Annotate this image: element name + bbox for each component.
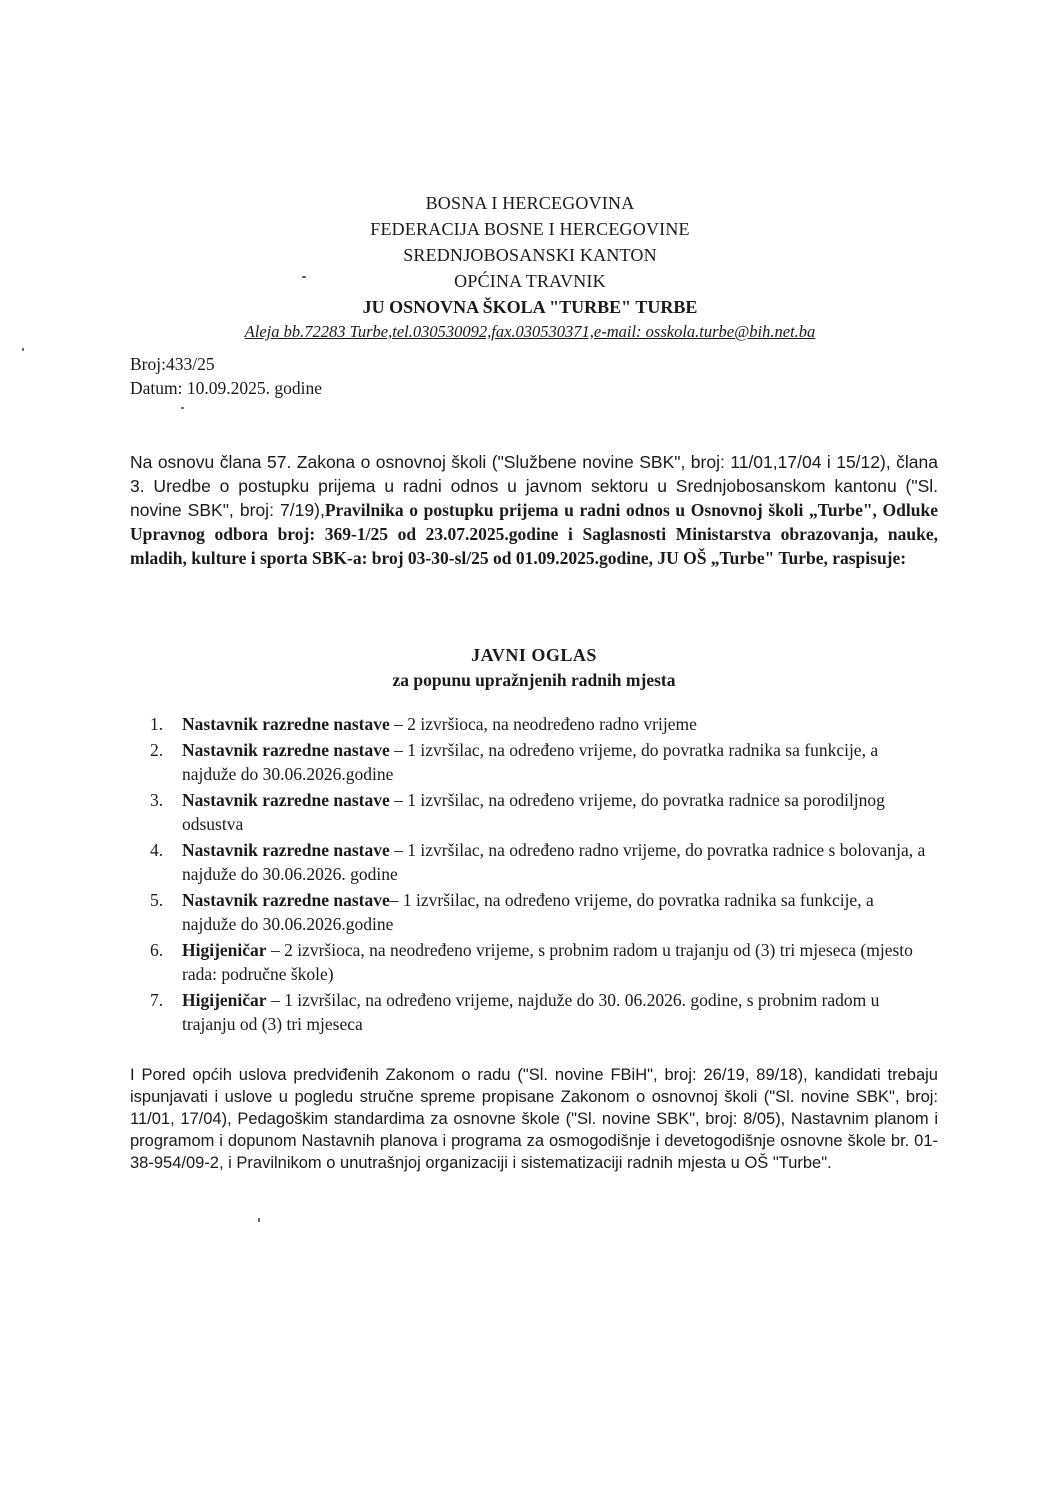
announcement-subtitle: za popunu upražnjenih radnih mjesta — [392, 670, 676, 690]
position-item — [150, 738, 930, 786]
position-item — [150, 838, 930, 886]
position-item — [150, 938, 930, 986]
position-item — [150, 988, 930, 1036]
position-role: Nastavnik razredne nastave — [182, 840, 390, 860]
position-number: 7. — [150, 990, 164, 1010]
position-role: Higijeničar — [182, 990, 267, 1010]
announcement-title-block — [130, 642, 938, 692]
document-meta — [130, 352, 322, 400]
school-name: JU OSNOVNA ŠKOLA "TURBE" TURBE — [362, 297, 698, 317]
position-detail: – 1 izvršilac, na određeno vrijeme, najduže do 30. 06.2026. godine, s probnim radom u trajanju od (3) tri mjeseca — [182, 990, 880, 1034]
position-detail: – 1 izvršilac, na određeno vrijeme, do povratka radnice sa porodiljnog odsustva — [182, 790, 885, 834]
federation-line: FEDERACIJA BOSNE I HERCEGOVINE — [370, 219, 690, 239]
position-detail: – 1 izvršilac, na određeno radno vrijeme, do povratka radnice s bolovanja, a najduže do 30.06.2026. godine — [182, 840, 926, 884]
country-line: BOSNA I HERCEGOVINA — [425, 193, 635, 213]
canton-line: SREDNJOBOSANSKI KANTON — [403, 245, 657, 265]
position-role: Nastavnik razredne nastave — [182, 790, 390, 810]
position-item — [150, 788, 930, 836]
document-date: Datum: 10.09.2025. godine — [130, 378, 322, 398]
municipality-line: OPĆINA TRAVNIK — [454, 271, 606, 291]
position-number: 5. — [150, 890, 164, 910]
letterhead — [130, 190, 930, 344]
position-number: 3. — [150, 790, 164, 810]
position-number: 1. — [150, 714, 164, 734]
position-item — [150, 888, 930, 936]
contact-line: Aleja bb.72283 Turbe,tel.030530092,fax.030530371,e-mail: osskola.turbe@bih.net.ba — [244, 322, 816, 341]
position-item — [150, 712, 930, 736]
intro-paragraph — [130, 450, 938, 570]
position-detail: – 2 izvršioca, na neodređeno vrijeme, s probnim radom u trajanju od (3) tri mjeseca (mjesto rada: područne škole) — [182, 940, 913, 984]
positions-list — [150, 712, 930, 1038]
position-role: Nastavnik razredne nastave — [182, 890, 390, 910]
intro-text-part1: Na osnovu člana 57. Zakona o osnovnoj školi ("Službene novine SBK", broj: 11/01,17/04 i 15/12), člana 3. Uredbe o postupku prijema u radni odnos u javnom sektoru u Srednjobosanskom kantonu ("Sl. novine SBK", broj: 7/19), — [130, 452, 938, 520]
position-role: Higijeničar — [182, 940, 267, 960]
scan-speck — [22, 348, 24, 351]
announcement-title: JAVNI OGLAS — [471, 645, 597, 665]
closing-paragraph: I Pored općih uslova predviđenih Zakonom o radu ("Sl. novine FBiH", broj: 26/19, 89/18), kandidati trebaju ispunjavati i uslove u pogledu stručne spreme propisane Zakonom o osnovnoj školi ("Sl. novine SBK", broj: 11/01, 17/04), Pedagoškim standardima za osnovne škole ("Sl. novine SBK", broj: 8/05), Nastavnim planom i programom i dopunom Nastavnih planova i programa za osmogodišnje i devetogodišnje osnovne škole br. 01-38-954/09-2, i Pravilnikom o unutrašnjoj organizaciji i sistematizaciji radnih mjesta u OŠ "Turbe". — [130, 1066, 938, 1172]
scan-speck — [302, 276, 306, 278]
position-number: 2. — [150, 740, 164, 760]
position-role: Nastavnik razredne nastave — [182, 714, 390, 734]
position-detail: – 1 izvršilac, na određeno vrijeme, do povratka radnika sa funkcije, a najduže do 30.06.2026.godine — [182, 740, 879, 784]
position-number: 6. — [150, 940, 164, 960]
intro-text-part2: Pravilnika o postupku prijema u radni odnos u Osnovnoj školi „Turbe", Odluke Upravnog odbora broj: 369-1/25 od 23.07.2025.godine i Saglasnosti Ministarstva obrazovanja, nauke, mladih, kulture i sporta SBK-a: broj 03-30-sl/25 od 01.09.2025.godine, JU OŠ „Turbe" Turbe, raspisuje: — [130, 500, 938, 568]
position-detail: – 1 izvršilac, na određeno vrijeme, do povratka radnika sa funkcije, a najduže do 30.06.2026.godine — [182, 890, 874, 934]
position-number: 4. — [150, 840, 164, 860]
scan-speck — [181, 407, 184, 409]
position-detail: – 2 izvršioca, na neodređeno radno vrijeme — [389, 714, 697, 734]
scan-speck — [258, 1218, 260, 1222]
position-role: Nastavnik razredne nastave — [182, 740, 390, 760]
document-number: Broj:433/25 — [130, 354, 215, 374]
